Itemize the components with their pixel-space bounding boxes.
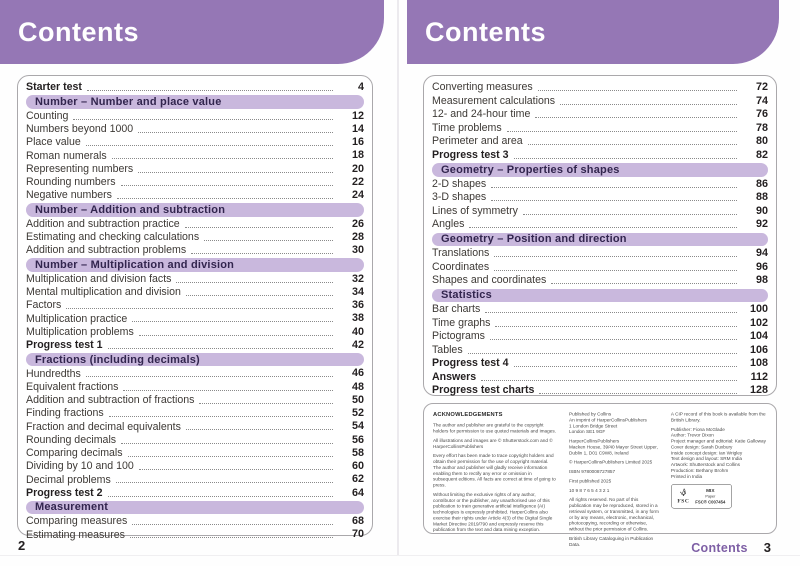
toc-entry (432, 371, 768, 385)
publisher-info-block: 10 9 8 7 6 5 4 3 2 1 (569, 487, 610, 493)
toc-entry (26, 176, 364, 189)
toc-page-number: 22 (351, 175, 364, 188)
fsc-mix: MIX (706, 487, 715, 494)
toc-entry-label: Factors (26, 299, 62, 312)
toc-entry-label: Place value (26, 136, 81, 149)
toc-leader (538, 90, 737, 91)
toc-leader (191, 253, 333, 254)
toc-page-number: 104 (749, 330, 768, 343)
toc-entry-label: Representing numbers (26, 162, 134, 175)
toc-entry (432, 122, 768, 136)
toc-page-number: 26 (351, 217, 364, 230)
toc-entry-label: Mental multiplication and division (26, 286, 181, 299)
toc-entry (26, 434, 364, 447)
toc-page-number: 34 (351, 285, 364, 298)
fsc-paper: Paper (705, 494, 716, 499)
toc-leader (495, 326, 737, 327)
credits-list (671, 426, 767, 479)
toc-entry (432, 108, 768, 122)
toc-leader (132, 524, 333, 525)
toc-leader (130, 537, 333, 538)
fsc-label: FSC (677, 498, 690, 504)
publisher-info-block: Published by Collins An imprint of HarperCollinsPublishers 1 London Bridge Street London SE1 9GF (569, 411, 647, 435)
toc-page-number: 60 (351, 460, 364, 473)
toc-section-band: Measurement (26, 501, 364, 514)
toc-leader (123, 390, 333, 391)
toc-entry (432, 149, 768, 163)
toc-page-number: 58 (351, 446, 364, 459)
toc-leader (128, 456, 333, 457)
toc-entry-label: Time problems (432, 121, 502, 134)
toc-entry-label: Progress test charts (432, 384, 535, 397)
toc-page-number: 108 (749, 357, 768, 370)
toc-entry-label: Translations (432, 247, 490, 260)
folio-left: 2 (18, 538, 26, 553)
toc-leader (528, 144, 737, 145)
toc-entry-label: Multiplication problems (26, 325, 134, 338)
toc-entry-label: Equivalent fractions (26, 380, 119, 393)
contents-banner-left (0, 0, 384, 64)
toc-entry (26, 244, 364, 257)
toc-entry-label: Roman numerals (26, 149, 107, 162)
fsc-logo (671, 484, 732, 508)
toc-leader (514, 158, 737, 159)
fsc-tree-icon (679, 488, 687, 498)
toc-entry-label: Fraction and decimal equivalents (26, 420, 181, 433)
toc-entry-label: Hundredths (26, 367, 81, 380)
toc-page-number: 96 (755, 260, 768, 273)
publisher-info-block: © HarperCollinsPublishers Limited 2025 (569, 459, 653, 465)
toc-leader (186, 295, 333, 296)
toc-entry (26, 528, 364, 541)
toc-entry (26, 515, 364, 528)
publisher-info-block: HarperCollinsPublishers Macken House, 39/40 Mayor Street Upper, Dublin 1, D01 C9W8, Ireland (569, 438, 658, 456)
toc-leader (132, 321, 333, 322)
toc-entry (432, 330, 768, 344)
toc-page-number: 82 (755, 148, 768, 161)
toc-entry-label: Coordinates (432, 260, 490, 273)
toc-entry (26, 163, 364, 176)
toc-leader (539, 393, 737, 394)
toc-leader (535, 117, 737, 118)
toc-leader (108, 348, 333, 349)
toc-leader (186, 429, 333, 430)
toc-page-number: 18 (351, 149, 364, 162)
toc-leader (468, 353, 737, 354)
toc-page-number: 32 (351, 272, 364, 285)
toc-leader (87, 90, 333, 91)
contents-footer-label: Contents (691, 541, 748, 555)
toc-section-band: Fractions (including decimals) (26, 353, 364, 366)
toc-entry (432, 357, 768, 371)
toc-page-number: 42 (351, 338, 364, 351)
toc-leader (86, 376, 333, 377)
toc-page-number: 98 (755, 274, 768, 287)
toc-entry-label: Rounding numbers (26, 176, 116, 189)
toc-page-number: 20 (351, 162, 364, 175)
toc-leader (117, 198, 333, 199)
toc-entry-label: Estimating measures (26, 528, 125, 541)
toc-page-number: 68 (351, 515, 364, 528)
toc-leader (112, 158, 333, 159)
toc-entry-label: Multiplication practice (26, 312, 128, 325)
toc-entry-label: Progress test 3 (432, 148, 509, 161)
cip-note: A CIP record of this book is available from the British Library. (670, 411, 766, 423)
toc-entry (26, 123, 364, 136)
toc-entry (432, 247, 768, 261)
toc-entry-label: 2-D shapes (432, 177, 487, 190)
toc-section-band: Number – Addition and subtraction (26, 203, 364, 216)
toc-leader (108, 496, 333, 497)
toc-leader (485, 312, 737, 313)
toc-entry (26, 286, 364, 299)
toc-page-number: 86 (755, 177, 768, 190)
toc-entry (26, 273, 364, 286)
ack-column-publisher (569, 411, 659, 551)
toc-leader (469, 227, 737, 228)
toc-entry-label: Finding fractions (26, 407, 104, 420)
toc-page-number: 36 (351, 299, 364, 312)
toc-leader (507, 131, 737, 132)
toc-entry-label: Dividing by 10 and 100 (26, 460, 134, 473)
toc-leader (204, 240, 333, 241)
toc-page-number: 56 (351, 433, 364, 446)
toc-entry-label: Decimal problems (26, 473, 111, 486)
ack-column-1 (433, 411, 557, 551)
toc-entry-label: Lines of symmetry (432, 204, 518, 217)
toc-page-number: 62 (351, 473, 364, 486)
toc-entry (26, 81, 364, 94)
toc-section-band: Geometry – Properties of shapes (432, 163, 768, 177)
spine-divider (397, 0, 399, 556)
toc-entry (26, 447, 364, 460)
footer-right (691, 540, 771, 555)
toc-entry-label: Measurement calculations (432, 94, 556, 107)
toc-entry-label: Comparing measures (26, 515, 128, 528)
toc-entry (432, 303, 768, 317)
publisher-info-block: ISBN 9780008727857 (569, 468, 616, 474)
toc-entry (432, 218, 768, 232)
folio-right: 3 (763, 540, 771, 555)
toc-entry (432, 81, 768, 95)
toc-entry (26, 460, 364, 473)
toc-leader (138, 172, 333, 173)
ack-paragraph: All illustrations and images are © Shutterstock.com and © HarperCollinsPublishers (433, 437, 553, 449)
toc-page-number: 74 (755, 94, 768, 107)
toc-leader (139, 335, 333, 336)
publisher-info-block: First published 2025 (569, 477, 612, 484)
toc-entry (432, 205, 768, 219)
toc-leader (121, 443, 333, 444)
toc-entry-label: Shapes and coordinates (432, 274, 547, 287)
toc-page-number: 76 (755, 108, 768, 121)
toc-entry-label: Multiplication and division facts (26, 272, 172, 285)
toc-leader (494, 256, 737, 257)
page-title: Contents (425, 17, 546, 47)
toc-section-band: Statistics (432, 289, 768, 303)
toc-entry-label: Addition and subtraction of fractions (26, 394, 195, 407)
toc-entry-label: Converting measures (432, 81, 533, 94)
toc-entry (26, 394, 364, 407)
toc-page-number: 106 (749, 343, 768, 356)
toc-entry (26, 339, 364, 352)
publisher-info-block: All rights reserved. No part of this publication may be reproduced, stored in a retrieval system, or transmitted, in any form or by any means, electronic, mechanical, photocopying, recording or otherwise, without the prior permission of Collins. (569, 496, 659, 532)
toc-entry-label: Addition and subtraction problems (26, 244, 187, 257)
toc-entry (26, 487, 364, 500)
toc-page-number: 100 (749, 303, 768, 316)
toc-page-number: 38 (351, 312, 364, 325)
toc-page-number: 28 (351, 230, 364, 243)
toc-leader (86, 145, 333, 146)
toc-entry (26, 218, 364, 231)
toc-page-number: 54 (351, 420, 364, 433)
toc-leader (551, 283, 737, 284)
fsc-code: FSC® C007454 (695, 499, 726, 505)
toc-leader (116, 482, 333, 483)
toc-page-number: 102 (749, 316, 768, 329)
credit-lines: Publisher: Fiona McGlade Author: Trevor Dixon Project manager and editorial: Katie Galloway Cover design: Sarah Duxbury Inside concept design: Ian Wrigley Text design and layout: SRM India Artwork: Shutterstock and Collins Production: Bethany Brohm Printed in India (670, 426, 767, 479)
toc-page-number: 88 (755, 191, 768, 204)
toc-entry (26, 473, 364, 486)
toc-leader (494, 270, 737, 271)
toc-entry (432, 95, 768, 109)
toc-page-number: 14 (351, 122, 364, 135)
toc-leader (491, 187, 737, 188)
toc-page-number: 30 (351, 244, 364, 257)
ack-paragraph: The author and publisher are grateful to the copyright holders for permission to use quoted materials and images. (433, 422, 556, 434)
toc-entry-label: Pictograms (432, 330, 485, 343)
toc-page-number: 80 (755, 135, 768, 148)
toc-entry-label: Perimeter and area (432, 135, 523, 148)
toc-entry (26, 136, 364, 149)
toc-entry-label: Rounding decimals (26, 433, 117, 446)
toc-entry-label: Progress test 2 (26, 486, 103, 499)
toc-entry (26, 299, 364, 312)
toc-leader (109, 416, 333, 417)
toc-entry-label: 3-D shapes (432, 191, 487, 204)
toc-entry (432, 317, 768, 331)
toc-leader (121, 185, 333, 186)
toc-entry-label: 12- and 24-hour time (432, 108, 531, 121)
toc-entry (26, 326, 364, 339)
contents-banner-right (407, 0, 779, 64)
toc-page-number: 52 (351, 407, 364, 420)
toc-entry-label: Estimating and checking calculations (26, 231, 200, 244)
toc-leader (514, 366, 737, 367)
publisher-info-block: British Library Cataloguing in Publication Data. (569, 535, 654, 547)
toc-entry-label: Answers (432, 370, 477, 383)
toc-entry (26, 149, 364, 162)
toc-page-number: 112 (750, 370, 768, 383)
toc-leader (490, 339, 737, 340)
toc-leader (138, 132, 333, 133)
toc-leader (73, 119, 333, 120)
toc-entry-label: Tables (432, 343, 463, 356)
toc-section-band: Number – Multiplication and division (26, 258, 364, 271)
toc-entry-label: Addition and subtraction practice (26, 217, 180, 230)
toc-page-number: 94 (755, 247, 768, 260)
toc-entry-label: Starter test (26, 81, 82, 94)
toc-entry-label: Negative numbers (26, 189, 112, 202)
toc-entry (432, 261, 768, 275)
toc-entry (432, 274, 768, 288)
toc-page-number: 128 (749, 384, 768, 397)
toc-entry (26, 420, 364, 433)
toc-page-number: 92 (755, 218, 768, 231)
toc-entry (26, 189, 364, 202)
toc-section-band: Number – Number and place value (26, 95, 364, 108)
toc-entry (432, 384, 768, 398)
toc-leader (66, 308, 333, 309)
toc-entry (26, 407, 364, 420)
acknowledgements-box (423, 403, 777, 547)
ack-title: ACKNOWLEDGEMENTS (433, 411, 503, 418)
toc-entry-label: Bar charts (432, 303, 481, 316)
toc-page-number: 70 (351, 528, 364, 541)
toc-entry (26, 231, 364, 244)
ack-paragraph: Every effort has been made to trace copyright holders and obtain their permission for the use of copyright material. The author and publisher will gladly receive information enabling them to rectify any error or omission in subsequent editions. All facts are correct at time of going to press. (433, 452, 556, 488)
toc-leader (491, 200, 737, 201)
toc-entry (432, 178, 768, 192)
ack-paragraph: Without limiting the exclusive rights of any author, contributor or the publisher, any unauthorised use of this publication to train generative artificial intelligence (AI) technologies is expressly prohibited. HarperCollins also exercise their rights under Article 4(3) of the Digital Single Market Directive 2019/790 and expressly reserve this publication from the text and data mining exception. (433, 491, 553, 533)
toc-entry (26, 367, 364, 380)
toc-box-left (17, 75, 373, 541)
toc-page-number: 72 (755, 81, 768, 94)
toc-page-number: 50 (351, 393, 364, 406)
toc-entry (432, 135, 768, 149)
toc-page-number: 78 (755, 121, 768, 134)
toc-entry (26, 381, 364, 394)
toc-page-number: 90 (755, 204, 768, 217)
toc-leader (560, 104, 737, 105)
toc-section-band: Geometry – Position and direction (432, 233, 768, 247)
page-title: Contents (18, 17, 139, 47)
toc-entry-label: Angles (432, 218, 465, 231)
toc-page-number: 46 (351, 367, 364, 380)
ack-column-credits (671, 411, 767, 551)
toc-entry-label: Progress test 4 (432, 357, 509, 370)
toc-page-number: 16 (351, 136, 364, 149)
toc-page-number: 40 (351, 325, 364, 338)
toc-entry (432, 191, 768, 205)
toc-entry-label: Progress test 1 (26, 339, 103, 352)
toc-page-number: 12 (351, 109, 364, 122)
toc-entry-label: Counting (26, 109, 69, 122)
toc-leader (139, 469, 333, 470)
toc-page-number: 64 (351, 486, 364, 499)
toc-page-number: 4 (357, 81, 364, 94)
toc-entry (26, 312, 364, 325)
toc-leader (185, 227, 333, 228)
toc-leader (523, 214, 737, 215)
toc-box-right (423, 75, 777, 396)
toc-entry (432, 344, 768, 358)
toc-entry-label: Comparing decimals (26, 447, 123, 460)
toc-entry-label: Time graphs (432, 316, 491, 329)
toc-leader (199, 403, 333, 404)
toc-page-number: 48 (351, 380, 364, 393)
toc-leader (481, 380, 737, 381)
toc-page-number: 24 (351, 189, 364, 202)
toc-entry-label: Numbers beyond 1000 (26, 123, 134, 136)
toc-leader (176, 282, 333, 283)
toc-entry (26, 110, 364, 123)
